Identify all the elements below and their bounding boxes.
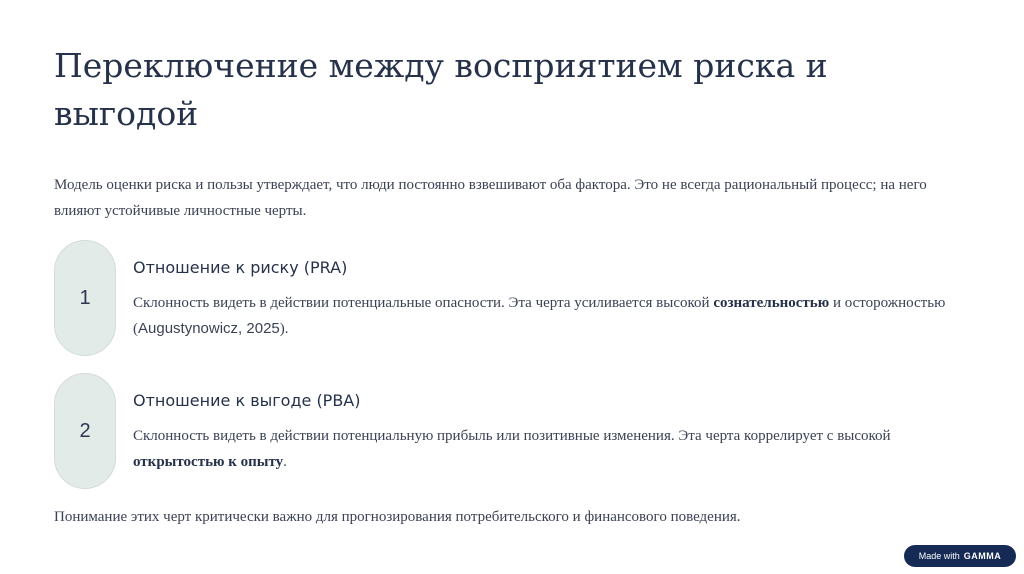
item-emphasis: сознательностью — [713, 295, 830, 311]
item-description — [133, 423, 963, 475]
item-text: и осторожностью ( — [133, 295, 946, 337]
item-text: ). — [279, 321, 289, 337]
step-number-badge: 2 — [54, 373, 116, 489]
badge-prefix: Made with — [918, 551, 960, 561]
item-text: . — [283, 454, 287, 470]
item-title: Отношение к риску (PRA) — [133, 258, 348, 277]
item-text: Склонность видеть в действии потенциальную прибыль или позитивные изменения. Эта черта коррелирует с высокой — [133, 428, 891, 444]
item-text: Склонность видеть в действии потенциальные опасности. Эта черта усиливается высокой — [133, 295, 714, 311]
intro-paragraph: Модель оценки риска и пользы утверждает, что люди постоянно взвешивают оба фактора. Это не всегда рациональный процесс; на него влияют устойчивые личностные черты. — [54, 177, 927, 219]
made-with-gamma-badge[interactable] — [904, 545, 1016, 567]
page-title: Переключение между восприятием риска и выгодой — [54, 46, 828, 133]
step-number-badge: 1 — [54, 240, 116, 356]
citation: Augustynowicz, 2025 — [138, 320, 280, 337]
gamma-logo-text: GAMMA — [963, 551, 1002, 561]
item-title: Отношение к выгоде (PBA) — [133, 391, 361, 410]
item-description — [133, 290, 963, 342]
conclusion-paragraph: Понимание этих черт критически важно для прогнозирования потребительского и финансового поведения. — [54, 509, 741, 525]
item-emphasis: открытостью к опыту — [133, 454, 284, 470]
